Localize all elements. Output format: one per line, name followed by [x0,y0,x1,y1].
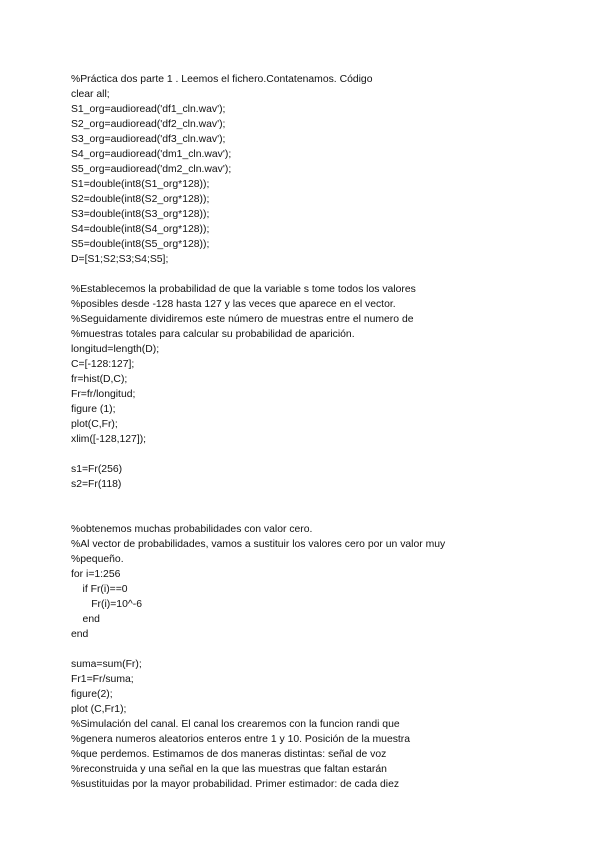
code-line: S1=double(int8(S1_org*128)); [71,179,210,190]
code-line: S5=double(int8(S5_org*128)); [71,239,210,250]
code-line: xlim([-128,127]); [71,434,147,445]
comment-line: %reconstruida y una señal en la que las muestras que faltan estarán [71,764,387,775]
matlab-code-listing [71,72,571,792]
code-line: s2=Fr(118) [71,479,122,490]
code-line: S3_org=audioread('df3_cln.wav'); [71,134,226,145]
code-line: figure (1); [71,404,116,415]
comment-line: %muestras totales para calcular su probabilidad de aparición. [71,329,355,340]
code-line: if Fr(i)==0 [71,584,128,595]
blank-line [71,642,571,657]
comment-line: %pequeño. [71,554,124,565]
code-line: S4_org=audioread('dm1_cln.wav'); [71,149,232,160]
code-line: Fr1=Fr/suma; [71,674,134,685]
code-line: S2_org=audioread('df2_cln.wav'); [71,119,226,130]
blank-line [71,507,571,522]
code-line: end [71,629,89,640]
comment-line: %Simulación del canal. El canal los crearemos con la funcion randi que [71,719,400,730]
code-line: plot (C,Fr1); [71,704,127,715]
code-line: Fr=fr/longitud; [71,389,136,400]
comment-line: %Al vector de probabilidades, vamos a sustituir los valores cero por un valor muy [71,539,446,550]
code-line: fr=hist(D,C); [71,374,128,385]
comment-line: %que perdemos. Estimamos de dos maneras distintas: señal de voz [71,749,387,760]
code-line: suma=sum(Fr); [71,659,142,670]
code-line: plot(C,Fr); [71,419,118,430]
code-line: D=[S1;S2;S3;S4;S5]; [71,254,169,265]
blank-line [71,447,571,462]
code-line: S2=double(int8(S2_org*128)); [71,194,210,205]
comment-line: %posibles desde -128 hasta 127 y las veces que aparece en el vector. [71,299,396,310]
blank-line [71,492,571,507]
comment-line: %Práctica dos parte 1 . Leemos el fichero.Contatenamos. Código [71,74,373,85]
blank-line [71,267,571,282]
code-line: clear all; [71,89,110,100]
code-line: for i=1:256 [71,569,121,580]
code-line: C=[-128:127]; [71,359,135,370]
code-line: longitud=length(D); [71,344,160,355]
comment-line: %obtenemos muchas probabilidades con valor cero. [71,524,313,535]
code-line: S3=double(int8(S3_org*128)); [71,209,210,220]
code-line: S4=double(int8(S4_org*128)); [71,224,210,235]
comment-line: %genera numeros aleatorios enteros entre 1 y 10. Posición de la muestra [71,734,411,745]
code-line: S1_org=audioread('df1_cln.wav'); [71,104,226,115]
code-line: s1=Fr(256) [71,464,123,475]
comment-line: %Establecemos la probabilidad de que la variable s tome todos los valores [71,284,416,295]
comment-line: %sustituidas por la mayor probabilidad. Primer estimador: de cada diez [71,779,400,790]
code-line: figure(2); [71,689,113,700]
code-line: S5_org=audioread('dm2_cln.wav'); [71,164,232,175]
code-line: end [71,614,100,625]
code-line: Fr(i)=10^-6 [71,599,142,610]
comment-line: %Seguidamente dividiremos este número de muestras entre el numero de [71,314,414,325]
